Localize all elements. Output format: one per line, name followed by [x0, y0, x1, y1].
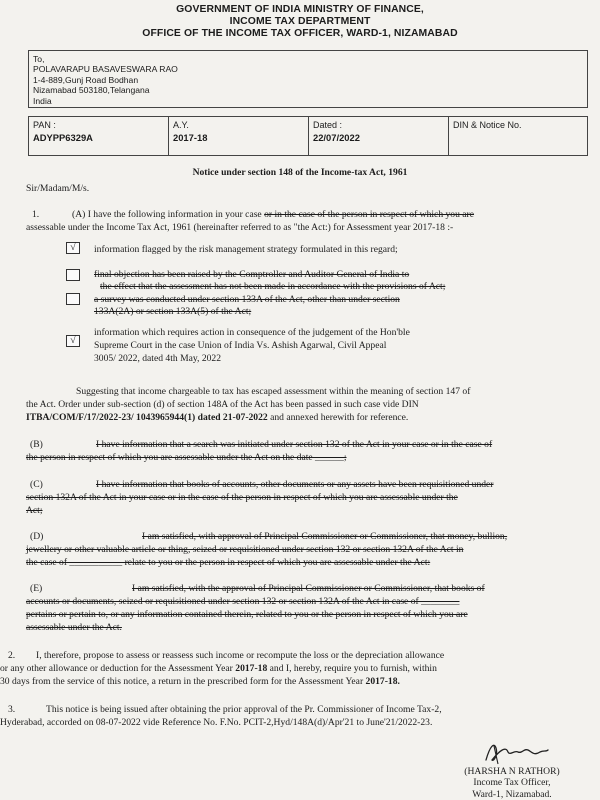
signatory-block	[452, 766, 572, 800]
din-reference: ITBA/COM/F/17/2022-23/ 1043965944(1) dated 21-07-2022	[26, 412, 268, 423]
para1-a-line1	[72, 209, 474, 221]
survey-line2: 133A(2A) or section 133A(5) of the Act;	[94, 306, 252, 317]
checkbox-survey[interactable]	[66, 293, 80, 305]
para2-line2	[0, 663, 437, 675]
header-office: OFFICE OF THE INCOME TAX OFFICER, WARD-1, NIZAMABAD	[142, 28, 458, 39]
notice-title: Notice under section 148 of the Income-tax Act, 1961	[192, 167, 408, 178]
para-d-line2: jewellery or other valuable article or thing, seized or requisitioned under section 132 or section 132A of the Act in	[26, 544, 464, 555]
para-d-line3: the case of ___________ relate to you or the person in respect of which you are assessable under the Act:	[26, 557, 431, 568]
header-ministry: GOVERNMENT OF INDIA MINISTRY OF FINANCE,	[176, 4, 424, 15]
para-b-line2: the person in respect of which you are assessable under the Act on the date ______;	[26, 452, 347, 463]
para-e-line2: accounts or documents, seized or requisitioned under section 132 or section 132A of the Act in case of ________	[26, 596, 460, 607]
para-e-label: (E)	[30, 583, 43, 594]
addressee-box	[28, 50, 588, 108]
para2-line3	[0, 676, 400, 688]
ay-label: A.Y.	[173, 120, 189, 130]
para1-a-struck: or in the case of the person in respect of which you are	[264, 209, 475, 220]
suggesting-line2: the Act. Order under sub-section (d) of section 148A of the Act has been passed in such case vide DIN	[26, 399, 419, 410]
signatory-name: (HARSHA N RATHOR)	[464, 766, 560, 777]
checkbox-risk-management[interactable]: √	[66, 242, 80, 254]
ay-cell	[169, 117, 309, 155]
para-c-line1: I have information that books of accounts, other documents or any assets have been requisitioned under	[96, 479, 494, 490]
checkbox-supreme-court[interactable]: √	[66, 335, 80, 347]
para1-number: 1.	[32, 209, 40, 220]
para-c-line2: section 132A of the Act in your case or in the case of the person in respect of which you are assessable under the	[26, 492, 458, 503]
para-e-line3: pertains or pertain to, or any information contained therein, related to you or the person in respect of which you are	[26, 609, 468, 620]
para2-line2-c: and I, hereby, require you to furnish, within	[267, 663, 437, 674]
checkbox-risk-management-label: information flagged by the risk management strategy formulated in this regard;	[94, 244, 398, 255]
cag-objection-line2: the effect that the assessment has not been made in accordance with the provisions of Act;	[100, 281, 446, 292]
para-e-line4: assessable under the Act.	[26, 622, 122, 633]
para3-number: 3.	[8, 704, 16, 715]
para2-line2-a: or any other allowance or deduction for the Assessment Year	[0, 663, 236, 674]
suggesting-line3-rest: and annexed herewith for reference.	[267, 412, 409, 423]
signatory-office: Ward-1, Nizamabad.	[472, 788, 552, 800]
cag-objection-line1: final objection has been raised by the Comptroller and Auditor General of India to	[94, 269, 410, 280]
para-b-label: (B)	[30, 439, 43, 450]
para-b-line1: I have information that a search was initiated under section 132 of the Act in your case or in the case of	[96, 439, 493, 450]
header-department: INCOME TAX DEPARTMENT	[229, 16, 371, 27]
para3-line1: This notice is being issued after obtaining the prior approval of the Pr. Commissioner of Income Tax-2,	[46, 704, 442, 715]
supreme-court-line2: Supreme Court in the case Union of India Vs. Ashish Agarwal, Civil Appeal	[94, 340, 387, 351]
para1-a-line2: assessable under the Income Tax Act, 1961 (hereinafter referred to as "the Act:) for Assessment year 2017-18 :-	[26, 222, 454, 233]
para2-number: 2.	[8, 650, 16, 661]
din-label: DIN & Notice No.	[453, 120, 522, 130]
notice-info-table	[28, 116, 588, 156]
din-cell	[449, 117, 587, 155]
pan-value: ADYPP6329A	[33, 132, 93, 143]
addressee-country: India	[33, 95, 52, 106]
para-c-label: (C)	[30, 479, 43, 490]
addressee-address-line2: Nizamabad 503180,Telangana	[33, 85, 150, 96]
dated-label: Dated :	[313, 120, 343, 130]
addressee-name: POLAVARAPU BASAVESWARA RAO	[33, 64, 178, 75]
dated-value: 22/07/2022	[313, 132, 360, 143]
para2-line3-ay-bold: 2017-18.	[365, 676, 400, 687]
supreme-court-line3: 3005/ 2022, dated 4th May, 2022	[94, 353, 222, 364]
dated-cell	[309, 117, 449, 155]
addressee-address-line1: 1-4-889,Gunj Road Bodhan	[33, 74, 139, 85]
para2-line1: I, therefore, propose to assess or reassess such income or recompute the loss or the depreciation allowance	[36, 650, 445, 661]
checkbox-cag-objection[interactable]	[66, 269, 80, 281]
para-d-line1: I am satisfied, with approval of Principal Commissioner or Commissioner, that money, bullion,	[142, 531, 508, 542]
para1-a-lead: (A) I have the following information in your case	[72, 209, 262, 220]
signatory-title: Income Tax Officer,	[473, 777, 551, 789]
pan-cell	[29, 117, 169, 155]
pan-label: PAN :	[33, 120, 56, 130]
supreme-court-line1: information which requires action in consequence of the judgement of the Hon'ble	[94, 327, 410, 338]
suggesting-line1: Suggesting that income chargeable to tax has escaped assessment within the meaning of section 147 of	[76, 386, 471, 397]
para2-ay-bold: 2017-18	[235, 663, 268, 674]
para3-line2: Hyderabad, accorded on 08-07-2022 vide Reference No. F.No. PCIT-2,Hyd/148A(d)/Apr'21 to June'21/2022-23.	[0, 717, 433, 728]
para-c-line3: Act;	[26, 505, 43, 516]
ay-value: 2017-18	[173, 132, 208, 143]
para-d-label: (D)	[30, 531, 44, 542]
suggesting-line3	[26, 412, 408, 424]
to-label: To,	[33, 54, 45, 64]
salutation: Sir/Madam/M/s.	[26, 183, 90, 194]
survey-line1: a survey was conducted under section 133A of the Act, other than under section	[94, 294, 400, 305]
para2-line3-a: 30 days from the service of this notice, a return in the prescribed form for the Assessment Year	[0, 676, 366, 687]
signature	[480, 738, 552, 766]
para-e-line1: I am satisfied, with the approval of Principal Commissioner or Commissioner, that books of	[132, 583, 485, 594]
